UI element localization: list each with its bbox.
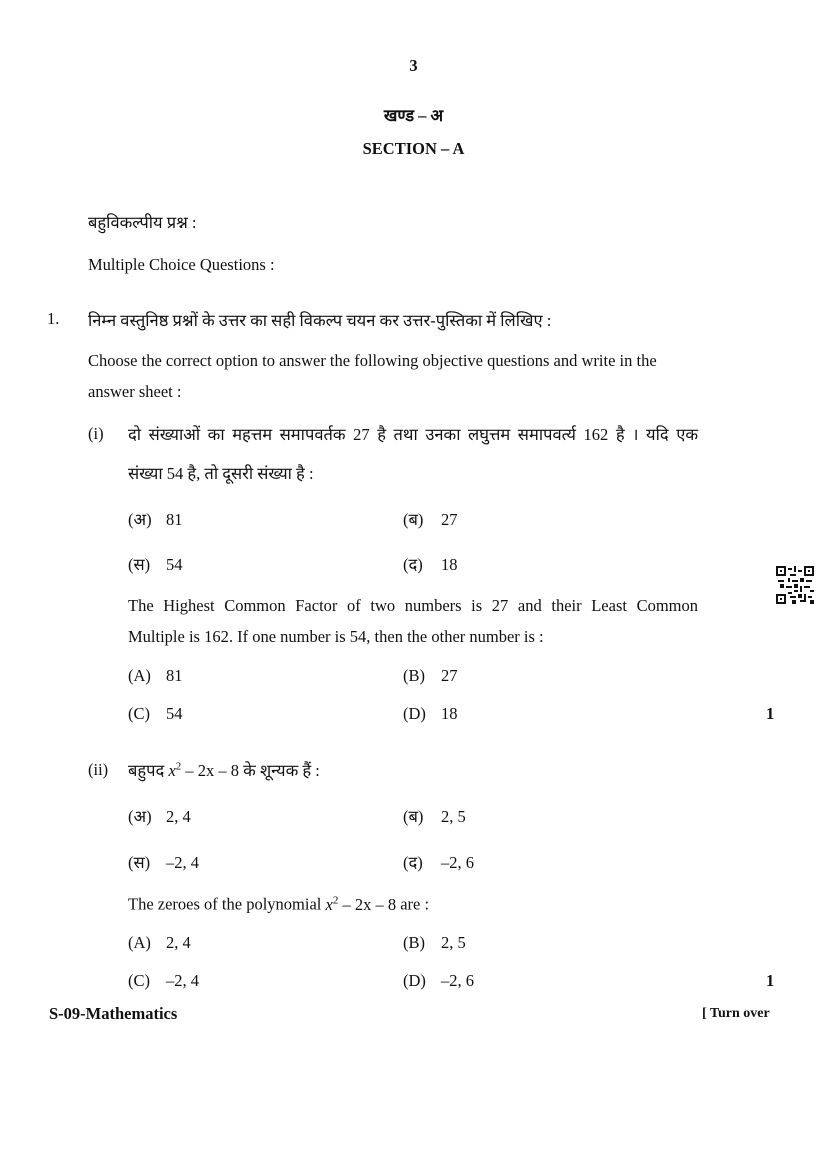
part-i-hindi-line1: दो संख्याओं का महत्तम समापवर्तक 27 है तथा उनका लघुत्तम समापवर्त्य 162 है । यदि एक	[128, 425, 698, 444]
option-value: 81	[166, 510, 183, 529]
part-i-english-line1: The Highest Common Factor of two numbers is 27 and their Least Common	[128, 596, 698, 615]
option-value: 2, 5	[441, 807, 466, 826]
footer-paper-code: S-09-Mathematics	[49, 1004, 178, 1023]
option-value: 54	[166, 704, 183, 723]
option-label: (B)	[403, 666, 425, 685]
option-label: (B)	[403, 933, 425, 952]
instruction-english-line2: answer sheet :	[88, 382, 182, 401]
mcq-heading-hindi: बहुविकल्पीय प्रश्न :	[88, 213, 197, 232]
option-value: 2, 4	[166, 807, 191, 826]
part-i-marks: 1	[766, 704, 775, 723]
poly-variable: x	[325, 894, 333, 914]
option-value: 2, 5	[441, 933, 466, 952]
footer-turn-over: [ Turn over	[702, 1006, 770, 1021]
poly-exponent: 2	[332, 894, 339, 906]
option-value: 54	[166, 555, 183, 574]
option-hindi-d	[403, 552, 458, 575]
option-english-b	[403, 666, 458, 686]
part-ii-hindi-question	[128, 758, 320, 781]
page-number: 3	[409, 56, 418, 75]
option-label: (C)	[128, 971, 150, 990]
option-hindi-b	[403, 507, 458, 530]
instruction-english-line1: Choose the correct option to answer the following objective questions and write in the	[88, 351, 657, 370]
option-value: –2, 4	[166, 971, 199, 990]
option-label: (अ)	[128, 807, 152, 826]
part-ii-hindi-suffix: के शून्यक हैं :	[243, 761, 320, 780]
option-value: 27	[441, 666, 458, 685]
option-value: 81	[166, 666, 183, 685]
option-label: (द)	[403, 853, 423, 872]
option-english-c	[128, 971, 199, 991]
option-english-a	[128, 933, 191, 953]
instruction-hindi: निम्न वस्तुनिष्ठ प्रश्नों के उत्तर का सही विकल्प चयन कर उत्तर-पुस्तिका में लिखिए :	[88, 311, 552, 330]
option-value: 27	[441, 510, 458, 529]
question-number: 1.	[47, 309, 60, 328]
option-label: (अ)	[128, 510, 152, 529]
option-english-c	[128, 704, 183, 724]
qr-code-icon	[776, 566, 814, 604]
part-i-hindi-line2: संख्या 54 है, तो दूसरी संख्या है :	[128, 464, 314, 483]
option-english-b	[403, 933, 466, 953]
part-ii-english-suffix: are :	[400, 894, 430, 914]
part-ii-marks: 1	[766, 971, 775, 990]
option-value: 2, 4	[166, 933, 191, 952]
option-hindi-b	[403, 804, 466, 827]
polynomial	[168, 761, 239, 780]
part-ii-hindi-prefix: बहुपद	[128, 761, 165, 780]
poly-exponent: 2	[175, 760, 182, 773]
option-label: (ब)	[403, 510, 424, 529]
part-ii-english-prefix: The zeroes of the polynomial	[128, 894, 322, 914]
section-title-hindi: खण्ड – अ	[383, 106, 444, 125]
mcq-heading-english: Multiple Choice Questions :	[88, 255, 275, 274]
option-hindi-d	[403, 850, 474, 873]
poly-variable: x	[168, 761, 176, 780]
option-label: (D)	[403, 704, 426, 723]
section-title-english: SECTION – A	[362, 139, 465, 158]
option-label: (द)	[403, 555, 423, 574]
option-label: (A)	[128, 933, 151, 952]
polynomial	[325, 895, 396, 914]
poly-rest: – 2x – 8	[338, 894, 397, 914]
option-hindi-c	[128, 552, 183, 575]
option-value: –2, 6	[441, 971, 474, 990]
part-ii-label: (ii)	[88, 760, 109, 779]
option-label: (A)	[128, 666, 151, 685]
option-hindi-a	[128, 507, 183, 530]
option-label: (स)	[128, 853, 151, 872]
option-label: (D)	[403, 971, 426, 990]
part-i-label: (i)	[88, 424, 104, 443]
option-english-d	[403, 971, 474, 991]
part-ii-english-question	[128, 894, 429, 915]
option-english-d	[403, 704, 458, 724]
option-value: –2, 6	[441, 853, 474, 872]
option-label: (स)	[128, 555, 151, 574]
option-hindi-a	[128, 804, 191, 827]
option-hindi-c	[128, 850, 199, 873]
poly-rest: – 2x – 8	[181, 761, 240, 780]
part-i-english-line2: Multiple is 162. If one number is 54, then the other number is :	[128, 627, 544, 646]
option-label: (C)	[128, 704, 150, 723]
option-value: –2, 4	[166, 853, 199, 872]
option-label: (ब)	[403, 807, 424, 826]
option-value: 18	[441, 704, 458, 723]
option-english-a	[128, 666, 183, 686]
option-value: 18	[441, 555, 458, 574]
